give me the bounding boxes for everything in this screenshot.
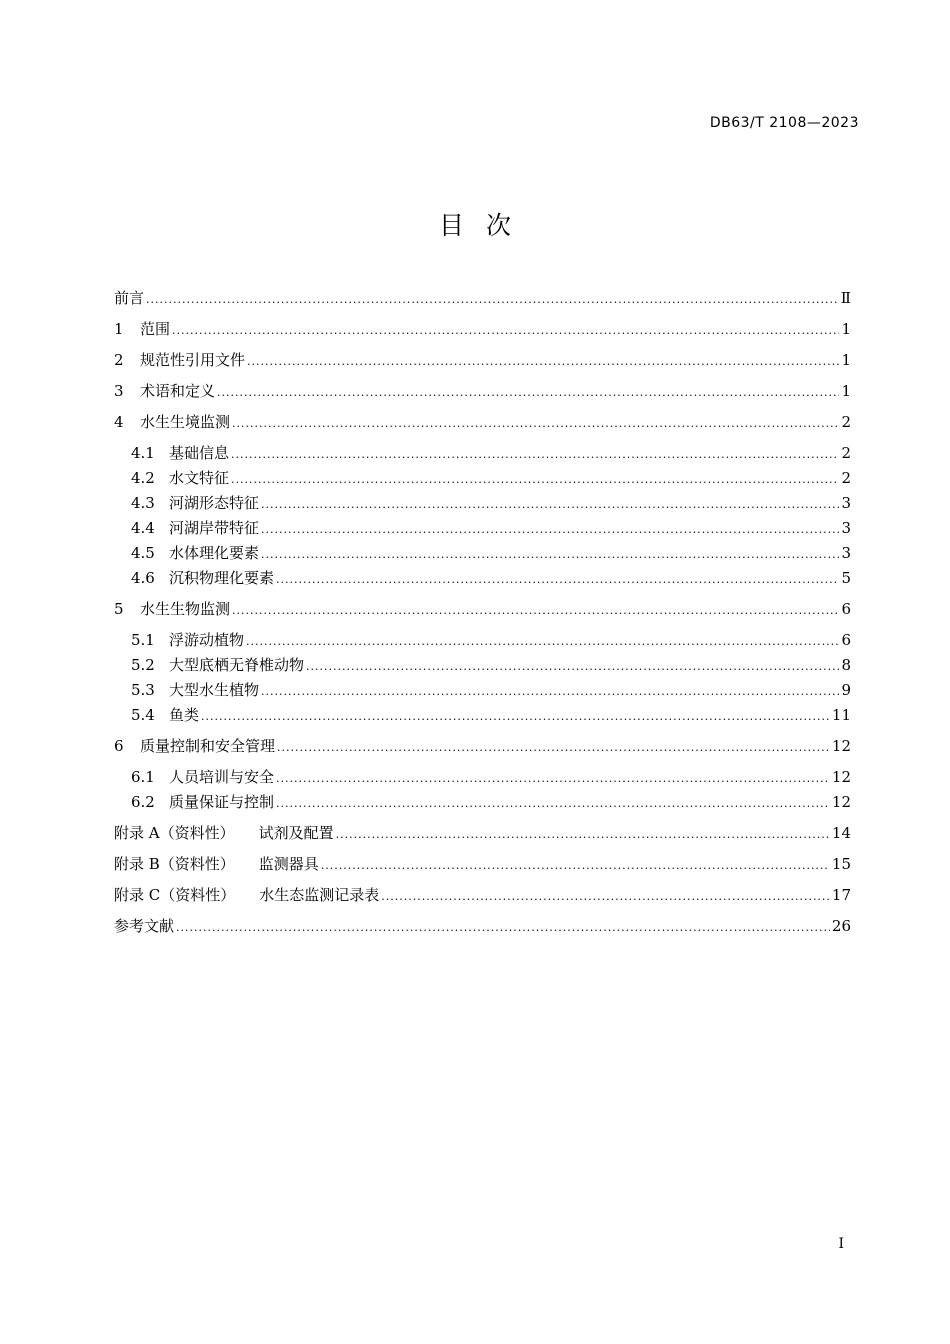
document-code: DB63/T 2108—2023 xyxy=(709,115,859,131)
toc-leader-dots xyxy=(306,654,839,679)
toc-entry-number: 4.2 xyxy=(131,469,155,487)
toc-entry[interactable] xyxy=(114,435,851,466)
toc-leader-dots xyxy=(261,492,839,517)
toc-entry-number: 4.3 xyxy=(131,494,155,512)
toc-leader-dots xyxy=(231,467,839,492)
toc-entry[interactable] xyxy=(114,342,851,373)
toc-entry-label: 基础信息 xyxy=(169,444,230,462)
toc-entry[interactable] xyxy=(114,877,851,908)
toc-entry-label: 质量保证与控制 xyxy=(169,793,275,811)
toc-leader-dots xyxy=(276,567,839,592)
toc-leader-dots xyxy=(217,380,839,405)
toc-entry-page: 6 xyxy=(841,631,851,649)
toc-entry-label: 水生生境监测 xyxy=(140,413,231,431)
toc-entry[interactable] xyxy=(114,566,851,591)
toc-entry-number: 5.2 xyxy=(131,656,155,674)
toc-entry-number: 4.1 xyxy=(131,444,155,462)
page-number: I xyxy=(838,1236,844,1252)
table-of-contents xyxy=(114,286,851,939)
toc-entry-page: 2 xyxy=(841,469,851,487)
toc-entry-label: 河湖岸带特征 xyxy=(169,519,260,537)
toc-entry-label: 术语和定义 xyxy=(140,382,216,400)
toc-leader-dots xyxy=(172,318,839,343)
toc-entry-page: 2 xyxy=(841,413,851,431)
toc-entry-label: 水文特征 xyxy=(169,469,230,487)
toc-entry[interactable] xyxy=(114,728,851,759)
toc-entry-number: 6 xyxy=(114,737,124,755)
toc-entry-label: 附录 B（资料性） xyxy=(114,855,235,873)
toc-entry-number: 5.3 xyxy=(131,681,155,699)
toc-entry-page: 15 xyxy=(831,855,851,873)
toc-entry[interactable] xyxy=(114,846,851,877)
toc-leader-dots xyxy=(232,411,839,436)
toc-entry-page: 12 xyxy=(831,768,851,786)
page-title: 目次 xyxy=(438,211,533,240)
toc-entry-annex-title: 监测器具 xyxy=(258,855,319,873)
toc-entry-label: 水体理化要素 xyxy=(169,544,260,562)
toc-entry-number: 3 xyxy=(114,382,124,400)
toc-entry-page: 2 xyxy=(841,444,851,462)
toc-entry-number: 5.1 xyxy=(131,631,155,649)
toc-entry-page: 1 xyxy=(841,351,851,369)
toc-entry-label: 附录 A（资料性） xyxy=(114,824,235,842)
toc-entry-number: 5 xyxy=(114,600,124,618)
toc-entry-number: 5.4 xyxy=(131,706,155,724)
toc-leader-dots xyxy=(276,791,830,816)
toc-entry-label: 范围 xyxy=(140,320,171,338)
toc-entry-annex-title: 水生态监测记录表 xyxy=(259,886,380,904)
toc-entry-annex-title: 试剂及配置 xyxy=(258,824,334,842)
toc-entry-page: 5 xyxy=(841,569,851,587)
toc-leader-dots xyxy=(261,542,839,567)
toc-leader-dots xyxy=(381,884,830,909)
toc-entry[interactable] xyxy=(114,404,851,435)
toc-entry[interactable] xyxy=(114,466,851,491)
toc-entry-page: 6 xyxy=(841,600,851,618)
toc-leader-dots xyxy=(176,915,830,940)
toc-entry[interactable] xyxy=(114,622,851,653)
toc-leader-dots xyxy=(247,349,839,374)
toc-entry-page: 12 xyxy=(831,793,851,811)
toc-entry[interactable] xyxy=(114,541,851,566)
toc-entry[interactable] xyxy=(114,815,851,846)
toc-entry-label: 河湖形态特征 xyxy=(169,494,260,512)
toc-leader-dots xyxy=(277,735,830,760)
toc-entry-label: 前言 xyxy=(114,289,145,307)
toc-entry[interactable] xyxy=(114,516,851,541)
toc-leader-dots xyxy=(146,287,839,312)
toc-leader-dots xyxy=(232,598,839,623)
toc-entry-number: 4.4 xyxy=(131,519,155,537)
toc-entry-number: 2 xyxy=(114,351,124,369)
toc-entry-label: 水生生物监测 xyxy=(140,600,231,618)
toc-entry-page: 8 xyxy=(841,656,851,674)
toc-entry[interactable] xyxy=(114,653,851,678)
toc-entry-page: 3 xyxy=(841,544,851,562)
toc-entry-label: 浮游动植物 xyxy=(169,631,245,649)
toc-entry-page: 1 xyxy=(841,320,851,338)
toc-entry[interactable] xyxy=(114,678,851,703)
toc-leader-dots xyxy=(201,704,830,729)
toc-entry[interactable] xyxy=(114,286,851,311)
toc-entry-label: 大型底栖无脊椎动物 xyxy=(169,656,305,674)
toc-entry[interactable] xyxy=(114,311,851,342)
toc-entry-label: 大型水生植物 xyxy=(169,681,260,699)
toc-entry-number: 6.1 xyxy=(131,768,155,786)
toc-entry-number: 4 xyxy=(114,413,124,431)
toc-entry[interactable] xyxy=(114,373,851,404)
toc-entry[interactable] xyxy=(114,591,851,622)
toc-entry[interactable] xyxy=(114,491,851,516)
toc-entry-page: 12 xyxy=(831,737,851,755)
toc-entry-label: 人员培训与安全 xyxy=(169,768,275,786)
toc-leader-dots xyxy=(336,822,830,847)
toc-entry-page: 17 xyxy=(831,886,851,904)
toc-entry-page: 1 xyxy=(841,382,851,400)
toc-leader-dots xyxy=(261,679,839,704)
toc-entry-number: 4.5 xyxy=(131,544,155,562)
toc-entry-page: 3 xyxy=(841,494,851,512)
toc-entry-label: 鱼类 xyxy=(169,706,200,724)
toc-entry-label: 质量控制和安全管理 xyxy=(140,737,276,755)
toc-entry-page: 11 xyxy=(831,706,851,724)
toc-entry[interactable] xyxy=(114,908,851,939)
toc-entry-page: Ⅱ xyxy=(840,289,851,307)
toc-entry-label: 沉积物理化要素 xyxy=(169,569,275,587)
toc-leader-dots xyxy=(231,442,839,467)
toc-entry-number: 6.2 xyxy=(131,793,155,811)
toc-entry-page: 3 xyxy=(841,519,851,537)
toc-entry[interactable] xyxy=(114,703,851,728)
toc-leader-dots xyxy=(246,629,839,654)
toc-leader-dots xyxy=(276,766,830,791)
toc-entry[interactable] xyxy=(114,790,851,815)
toc-entry-label: 参考文献 xyxy=(114,917,175,935)
toc-entry-page: 26 xyxy=(831,917,851,935)
toc-entry[interactable] xyxy=(114,759,851,790)
toc-entry-number: 1 xyxy=(114,320,124,338)
toc-entry-label: 规范性引用文件 xyxy=(140,351,246,369)
toc-leader-dots xyxy=(261,517,839,542)
toc-entry-page: 14 xyxy=(831,824,851,842)
toc-leader-dots xyxy=(321,853,830,878)
toc-entry-number: 4.6 xyxy=(131,569,155,587)
toc-entry-label: 附录 C（资料性） xyxy=(114,886,236,904)
toc-entry-page: 9 xyxy=(841,681,851,699)
